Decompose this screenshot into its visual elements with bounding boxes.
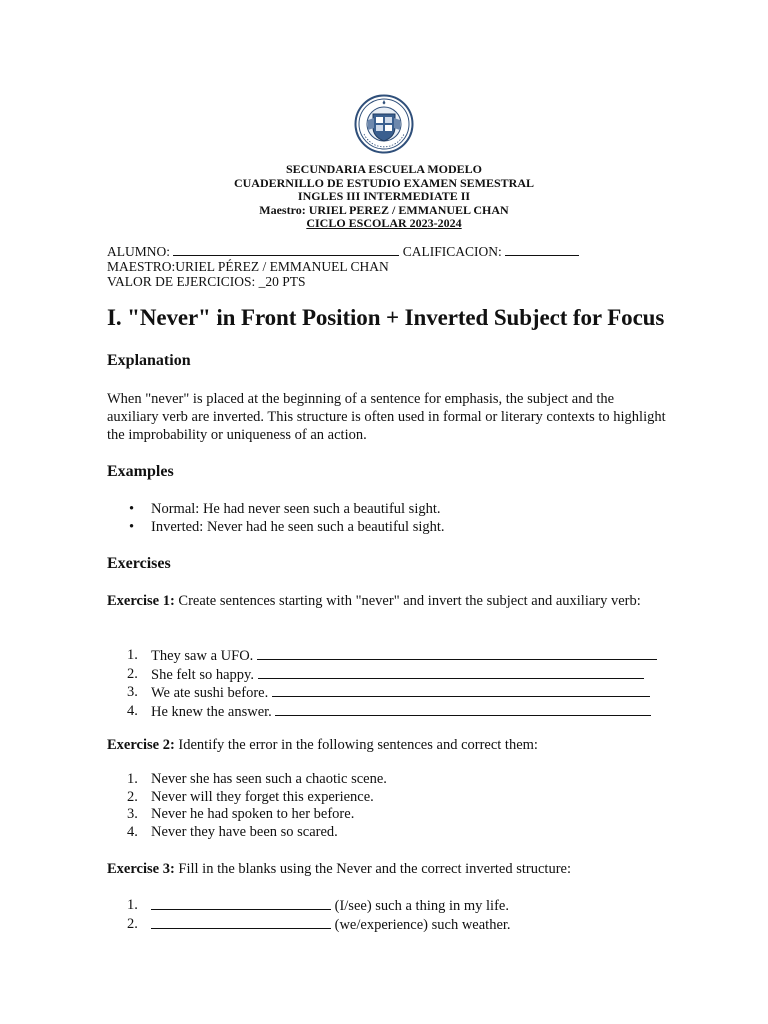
exercise2-list (107, 771, 387, 841)
exercise1-instruction (107, 592, 667, 610)
answer-blank[interactable] (258, 666, 644, 679)
item-text: Never she has seen such a chaotic scene. (151, 771, 387, 787)
document-header (0, 163, 768, 231)
exercise2-label: Exercise 2: (107, 737, 175, 753)
list-item (107, 647, 657, 666)
school-name: SECUNDARIA ESCUELA MODELO (285, 162, 483, 176)
answer-blank[interactable] (257, 647, 657, 660)
answer-blank[interactable] (275, 703, 651, 716)
exercise2-instruction (107, 736, 667, 754)
exercise3-list (107, 897, 511, 934)
alumno-row (107, 243, 579, 259)
school-cycle: CICLO ESCOLAR 2023-2024 (306, 216, 462, 230)
item-text: (we/experience) such weather. (331, 916, 511, 933)
alumno-label: ALUMNO: (107, 244, 174, 259)
item-number: 1. (127, 771, 138, 787)
exercises-heading: Exercises (107, 555, 171, 572)
course-name: INGLES III INTERMEDIATE II (297, 189, 471, 203)
item-number: 2. (127, 665, 138, 682)
list-item (107, 703, 657, 722)
calificacion-label: CALIFICACION: (399, 244, 506, 259)
item-text: He knew the answer. (151, 703, 276, 720)
item-number: 2. (127, 788, 138, 805)
item-number: 4. (127, 823, 138, 840)
exercise2-text: Identify the error in the following sentences and correct them: (174, 737, 538, 753)
exercise3-instruction (107, 860, 667, 878)
answer-blank[interactable] (272, 684, 650, 697)
valor-line: VALOR DE EJERCICIOS: _20 PTS (107, 274, 306, 289)
list-item (107, 916, 511, 935)
item-text: (I/see) such a thing in my life. (331, 898, 509, 914)
section-title: I. "Never" in Front Position + Inverted Subject for Focus (107, 305, 665, 330)
list-item (107, 806, 387, 824)
item-number: 3. (127, 806, 138, 823)
item-text: Never will they forget this experience. (151, 788, 374, 805)
exercise3-text: Fill in the blanks using the Never and the correct inverted structure: (174, 861, 571, 877)
item-number: 1. (127, 647, 138, 663)
booklet-title: CUADERNILLO DE ESTUDIO EXAMEN SEMESTRAL (233, 175, 535, 190)
explanation-heading: Explanation (107, 352, 191, 369)
item-text: We ate sushi before. (151, 685, 272, 702)
list-item (107, 666, 657, 685)
answer-blank[interactable] (151, 897, 331, 910)
example-item: • Inverted: Never had he seen such a beautiful sight. (107, 518, 445, 536)
examples-list (107, 500, 445, 536)
exercise1-list (107, 647, 657, 721)
item-text: She felt so happy. (151, 666, 258, 683)
list-item (107, 897, 511, 916)
item-text: Never he had spoken to her before. (151, 806, 355, 823)
list-item (107, 771, 387, 789)
item-number: 1. (127, 897, 138, 913)
exercise1-text: Create sentences starting with "never" and invert the subject and auxiliary verb: (174, 593, 641, 609)
student-info (107, 243, 579, 289)
calificacion-blank[interactable] (505, 243, 579, 256)
maestro-line: MAESTRO:URIEL PÉREZ / EMMANUEL CHAN (107, 259, 389, 274)
list-item (107, 789, 387, 807)
item-text: They saw a UFO. (151, 648, 257, 664)
examples-heading: Examples (107, 463, 174, 480)
exercise3-label: Exercise 3: (107, 861, 175, 877)
explanation-text: When "never" is placed at the beginning of a sentence for emphasis, the subject and the auxiliary verb are inverted. This structure is often used in formal or literary contexts to highlight the improbability or uniqueness of an action. (107, 391, 666, 443)
list-item (107, 824, 387, 842)
example-item: • Normal: He had never seen such a beautiful sight. (107, 500, 445, 518)
teacher-line: Maestro: URIEL PEREZ / EMMANUEL CHAN (259, 202, 509, 217)
item-number: 3. (127, 684, 138, 701)
item-number: 2. (127, 915, 138, 932)
exercise1-label: Exercise 1: (107, 593, 175, 609)
alumno-blank[interactable] (173, 243, 399, 256)
item-number: 4. (127, 702, 138, 719)
school-seal-logo (354, 94, 414, 154)
answer-blank[interactable] (151, 916, 331, 929)
list-item (107, 684, 657, 703)
item-text: Never they have been so scared. (151, 823, 338, 840)
